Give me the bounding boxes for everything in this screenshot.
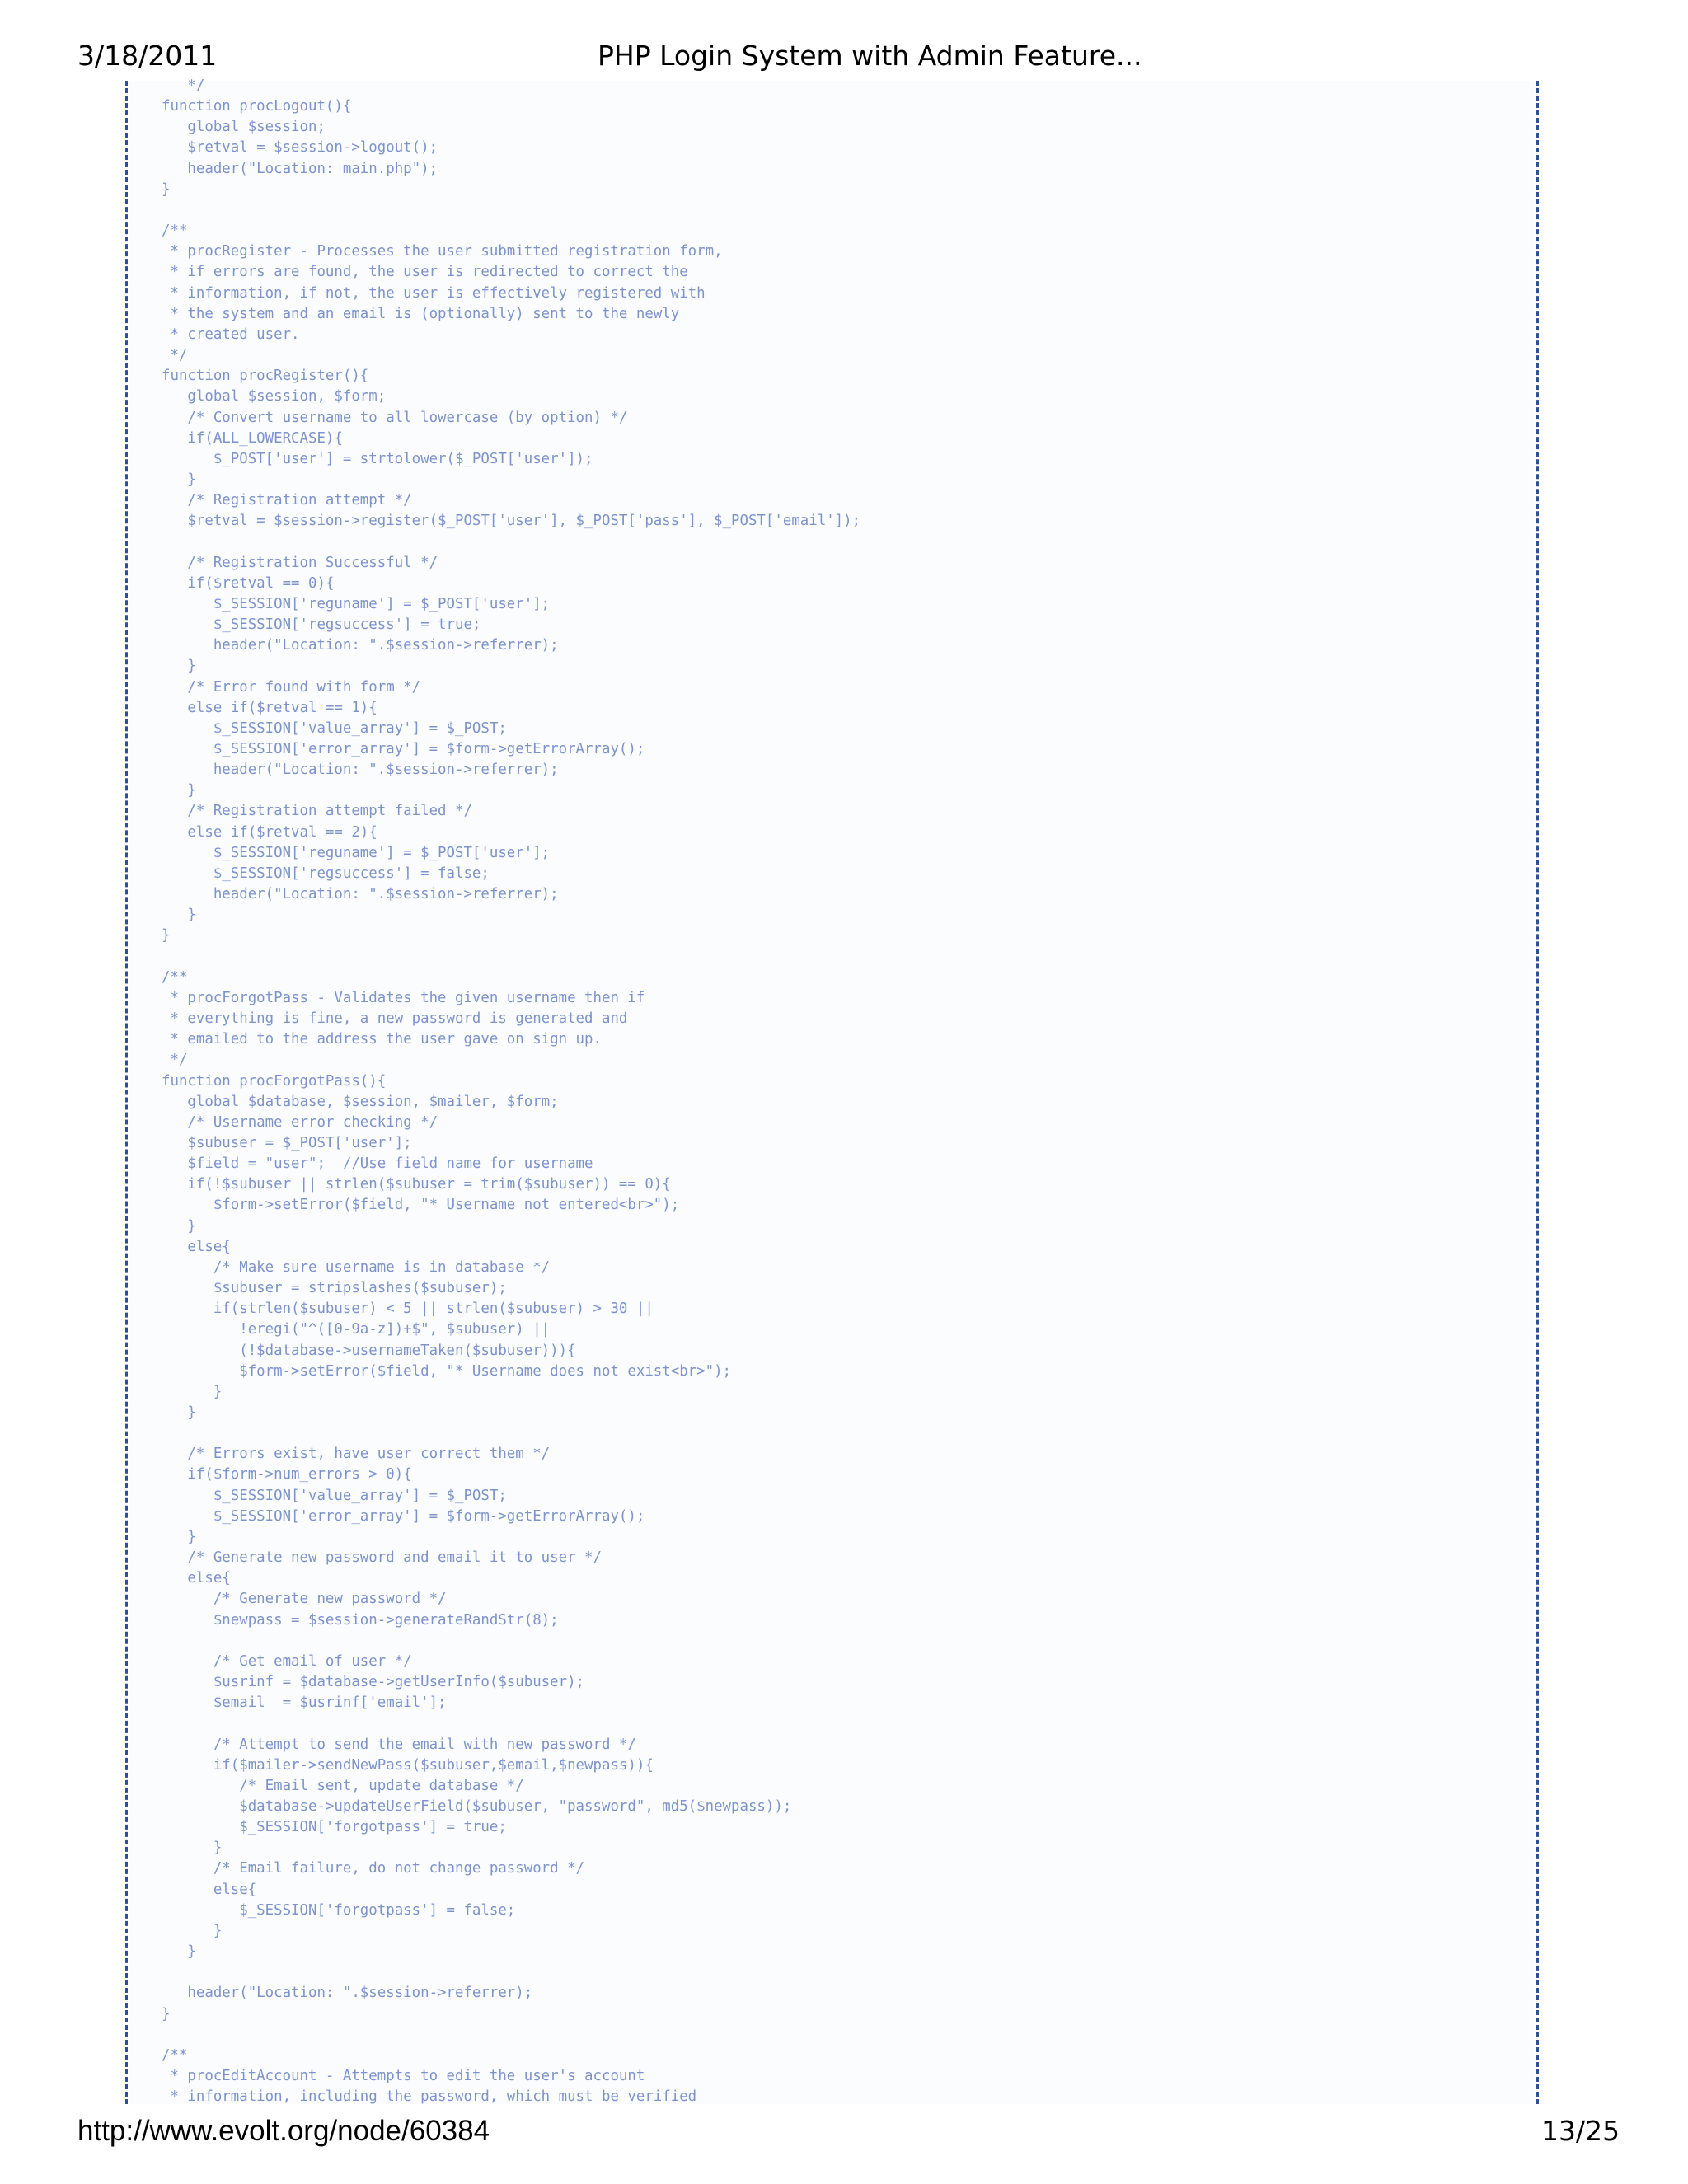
code-line (162, 947, 860, 968)
code-line (162, 1631, 860, 1652)
code-line: /* Generate new password */ (162, 1591, 447, 1608)
code-line: } (162, 1217, 196, 1235)
code-line: else if($retval == 2){ (162, 823, 377, 841)
code-line: /* Error found with form */ (162, 678, 421, 696)
code-line: } (162, 2005, 171, 2022)
code-line: $usrinf = $database->getUserInfo($subuser); (162, 1674, 585, 1691)
code-line: /* Attempt to send the email with new password */ (162, 1736, 636, 1753)
code-line: $email = $usrinf['email']; (162, 1694, 447, 1712)
code-line: */ (162, 347, 188, 364)
code-line: global $session, $form; (162, 388, 387, 405)
code-line: /* Registration attempt */ (162, 492, 412, 509)
code-line: /* Generate new password and email it to user */ (162, 1549, 602, 1567)
code-line: $subuser = stripslashes($subuser); (162, 1280, 507, 1297)
print-date: 3/18/2011 (77, 40, 218, 72)
code-line: * emailed to the address the user gave on sign up. (162, 1031, 602, 1048)
code-line: header("Location: main.php"); (162, 160, 438, 177)
code-line: } (162, 1840, 223, 1857)
code-line: /* Email failure, do not change password */ (162, 1860, 585, 1877)
code-line: } (162, 1922, 223, 1939)
code-line: if($mailer->sendNewPass($subuser,$email,$newpass)){ (162, 1756, 654, 1774)
code-line: $retval = $session->register($_POST['user'], $_POST['pass'], $_POST['email']); (162, 513, 861, 530)
code-line: /* Make sure username is in database */ (162, 1258, 551, 1276)
code-line: * created user. (162, 326, 300, 343)
code-line: /* Get email of user */ (162, 1652, 412, 1670)
code-line: else{ (162, 1238, 231, 1255)
code-line: $form->setError($field, "* Username does not exist<br>"); (162, 1362, 732, 1380)
code-line: } (162, 782, 196, 799)
code-line: * procForgotPass - Validates the given username then if (162, 989, 645, 1006)
code-line: /** (162, 2046, 188, 2064)
code-line: global $database, $session, $mailer, $form; (162, 1093, 559, 1110)
code-line: header("Location: ".$session->referrer); (162, 637, 559, 654)
code-line (162, 2025, 860, 2046)
code-block-left-border (125, 81, 128, 2104)
code-line: /* Registration attempt failed */ (162, 803, 472, 820)
code-line: } (162, 1383, 223, 1400)
code-line: $_SESSION['error_array'] = $form->getErrorArray(); (162, 741, 645, 757)
code-line (162, 1423, 860, 1444)
page-number: 13/25 (1541, 2115, 1620, 2147)
code-line: } (162, 1404, 196, 1421)
code-line (162, 1713, 860, 1734)
code-line: if(strlen($subuser) < 5 || strlen($subuser) > 30 || (162, 1301, 654, 1318)
code-block-right-border (1536, 81, 1539, 2104)
source-url: http://www.evolt.org/node/60384 (77, 2115, 490, 2147)
code-line: $_SESSION['forgotpass'] = false; (162, 1901, 516, 1919)
code-line: * if errors are found, the user is redirected to correct the (162, 264, 688, 281)
code-line (162, 532, 860, 552)
code-line: function procForgotPass(){ (162, 1072, 387, 1090)
code-line: /* Convert username to all lowercase (by option) */ (162, 409, 628, 426)
code-line: else{ (162, 1570, 231, 1587)
code-line: * information, if not, the user is effectively registered with (162, 284, 706, 302)
code-line: header("Location: ".$session->referrer); (162, 762, 559, 779)
page-title: PHP Login System with Admin Feature... (598, 40, 1142, 72)
code-line: if(!$subuser || strlen($subuser = trim($subuser)) == 0){ (162, 1176, 671, 1193)
code-line: if($retval == 0){ (162, 574, 335, 592)
code-line: function procLogout(){ (162, 98, 352, 115)
code-line: else{ (162, 1881, 257, 1898)
code-line: /* Username error checking */ (162, 1113, 438, 1131)
code-line: */ (162, 77, 205, 94)
code-line: !eregi("^([0-9a-z])+$", $subuser) || (162, 1321, 551, 1338)
code-line: $_SESSION['regsuccess'] = true; (162, 616, 481, 634)
code-line: function procRegister(){ (162, 368, 369, 385)
code-line: } (162, 1528, 196, 1545)
code-line (162, 1962, 860, 1983)
code-line: /** (162, 223, 188, 240)
code-line: $_POST['user'] = strtolower($_POST['user']); (162, 450, 593, 467)
code-line: $subuser = $_POST['user']; (162, 1134, 412, 1151)
code-line: $newpass = $session->generateRandStr(8); (162, 1611, 559, 1629)
code-line: } (162, 658, 196, 675)
code-line: /** (162, 968, 188, 986)
code-line: $_SESSION['value_array'] = $_POST; (162, 719, 507, 737)
code-line: $retval = $session->logout(); (162, 139, 438, 157)
code-line: } (162, 927, 171, 944)
code-line (162, 200, 860, 221)
code-line: /* Email sent, update database */ (162, 1777, 524, 1794)
code-line: */ (162, 1052, 188, 1069)
code-line: header("Location: ".$session->referrer); (162, 1985, 533, 2002)
code-line: } (162, 471, 196, 488)
code-line: /* Errors exist, have user correct them */ (162, 1446, 551, 1463)
code-line: (!$database->usernameTaken($subuser))){ (162, 1342, 576, 1359)
code-line: $_SESSION['reguname'] = $_POST['user']; (162, 844, 551, 861)
code-line: * procEditAccount - Attempts to edit the user's account (162, 2068, 645, 2084)
code-line: } (162, 180, 171, 198)
code-line: if(ALL_LOWERCASE){ (162, 429, 343, 447)
code-line: $_SESSION['value_array'] = $_POST; (162, 1487, 507, 1504)
code-line: * the system and an email is (optionally) sent to the newly (162, 305, 680, 322)
code-line: if($form->num_errors > 0){ (162, 1466, 412, 1483)
code-line: $_SESSION['error_array'] = $form->getErrorArray(); (162, 1507, 645, 1525)
code-line: } (162, 1943, 196, 1961)
code-line: $form->setError($field, "* Username not entered<br>"); (162, 1197, 680, 1214)
code-line: * everything is fine, a new password is generated and (162, 1010, 628, 1028)
code-line: $_SESSION['regsuccess'] = false; (162, 865, 490, 882)
code-line: header("Location: ".$session->referrer); (162, 886, 559, 903)
code-line: * procRegister - Processes the user submitted registration form, (162, 243, 723, 260)
code-line: $field = "user"; //Use field name for username (162, 1155, 593, 1173)
code-line: $database->updateUserField($subuser, "password", md5($newpass)); (162, 1797, 792, 1815)
code-line: global $session; (162, 119, 326, 136)
code-line: } (162, 907, 196, 924)
code-line: $_SESSION['forgotpass'] = true; (162, 1819, 507, 1836)
code-line: * information, including the password, which must be verified (162, 2088, 697, 2106)
code-line: else if($retval == 1){ (162, 699, 377, 716)
code-line: $_SESSION['reguname'] = $_POST['user']; (162, 595, 551, 612)
code-line: /* Registration Successful */ (162, 554, 438, 571)
php-code-listing (162, 76, 860, 2107)
